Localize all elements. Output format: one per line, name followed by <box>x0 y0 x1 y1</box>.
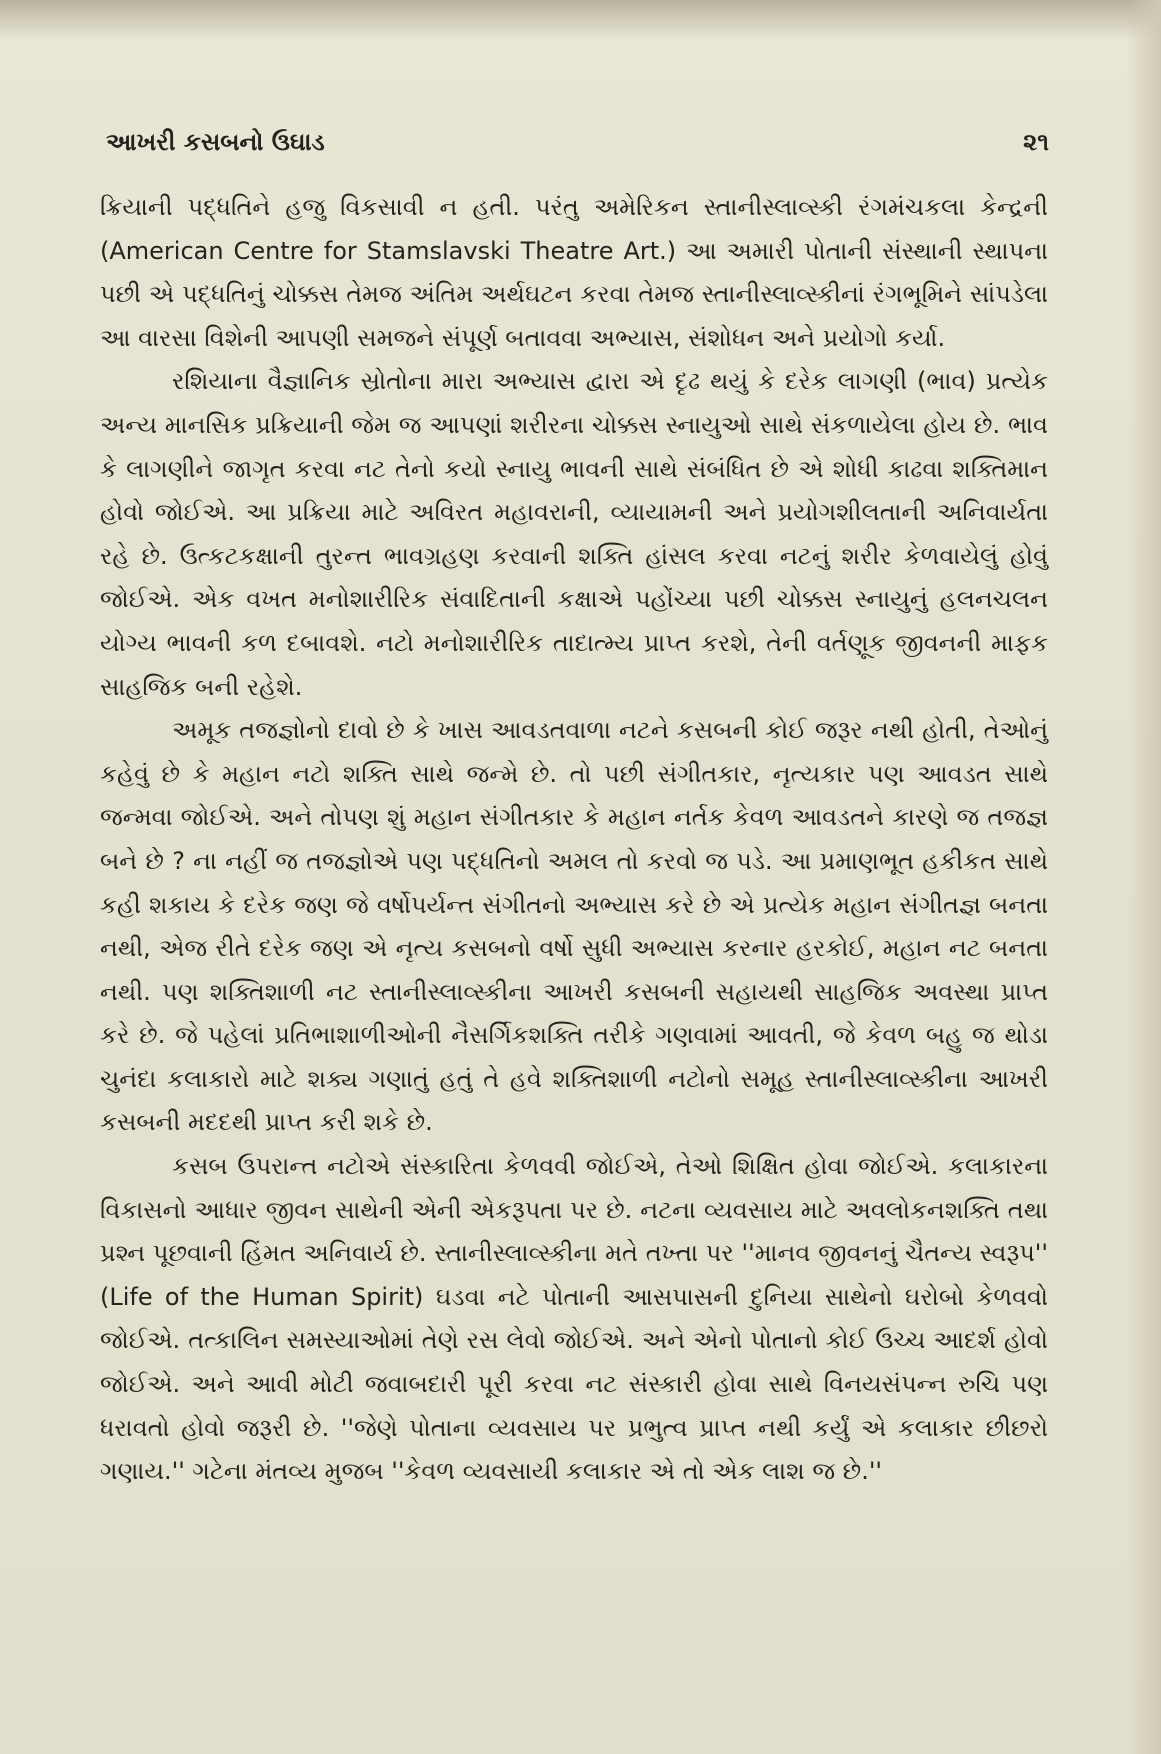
body-text <box>100 186 1048 1494</box>
running-head <box>106 128 1049 156</box>
paragraph-experts-claim: અમૂક તજજ્ઞોનો દાવો છે કે ખાસ આવડતવાળા નટને કસબની કોઈ જરૂર નથી હોતી, તેઓનું કહેવું છે કે મહાન નટો શક્તિ સાથે જન્મે છે. તો પછી સંગીતકાર, નૃત્યકાર પણ આવડત સાથે જન્મવા જોઈએ. અને તોપણ શું મહાન સંગીતકાર કે મહાન નર્તક કેવળ આવડતને કારણે જ તજજ્ઞ બને છે ? ના નહીં જ તજજ્ઞોએ પણ પદ્ધતિનો અમલ તો કરવો જ પડે. આ પ્રમાણભૂત હકીકત સાથે કહી શકાય કે દરેક જણ જે વર્ષોપર્યન્ત સંગીતનો અભ્યાસ કરે છે એ પ્રત્યેક મહાન સંગીતજ્ઞ બનતા નથી, એજ રીતે દરેક જણ એ નૃત્ય કસબનો વર્ષો સુધી અભ્યાસ કરનાર હરકોઈ, મહાન નટ બનતા નથી. પણ શક્તિશાળી નટ સ્તાનીસ્લાવ્સ્કીના આખરી કસબની સહાયથી સાહજિક અવસ્થા પ્રાપ્ત કરે છે. જે પહેલાં પ્રતિભાશાળીઓની નૈસર્ગિકશક્તિ તરીકે ગણવામાં આવતી, જે કેવળ બહુ જ થોડા ચુનંદા કલાકારો માટે શક્ય ગણાતું હતું તે હવે શક્તિશાળી નટોનો સમૂહ સ્તાનીસ્લાવ્સ્કીના આખરી કસબની મદદથી પ્રાપ્ત કરી શકે છે. <box>100 716 1048 1137</box>
paragraph-culture: કસબ ઉપરાન્ત નટોએ સંસ્કારિતા કેળવવી જોઈએ, તેઓ શિક્ષિત હોવા જોઈએ. કલાકારના વિકાસનો આધાર જીવન સાથેની એની એકરૂપતા પર છે. નટના વ્યવસાય માટે અવલોકનશક્તિ તથા પ્રશ્ન પૂછવાની હિંમત અનિવાર્ય છે. સ્તાનીસ્લાવ્સ્કીના મતે તખ્તા પર ''માનવ જીવનનું ચૈતન્ય સ્વરૂપ'' (Life of the Human Spirit) ઘડવા નટે પોતાની આસપાસની દુનિયા સાથેનો ઘરોબો કેળવવો જોઈએ. તત્કાલિન સમસ્યાઓમાં તેણે રસ લેવો જોઈએ. અને એનો પોતાનો કોઈ ઉચ્ચ આદર્શ હોવો જોઈએ. અને આવી મોટી જવાબદારી પૂરી કરવા નટ સંસ્કારી હોવા સાથે વિનયસંપન્ન રુચિ પણ ધરાવતો હોવો જરૂરી છે. ''જેણે પોતાના વ્યવસાય પર પ્રભુત્વ પ્રાપ્ત નથી કર્યું એ કલાકાર છીછરો ગણાય.'' ગટેના મંતવ્ય મુજબ ''કેવળ વ્યવસાયી કલાકાર એ તો એક લાશ જ છે.'' <box>100 1152 1048 1486</box>
paragraph-russian-sources: રશિયાના વૈજ્ઞાનિક સ્રોતોના મારા અભ્યાસ દ્વારા એ દૃઢ થયું કે દરેક લાગણી (ભાવ) પ્રત્યેક અન્ય માનસિક પ્રક્રિયાની જેમ જ આપણાં શરીરના ચોક્કસ સ્નાયુઓ સાથે સંકળાયેલા હોય છે. ભાવ કે લાગણીને જાગૃત કરવા નટ તેનો કયો સ્નાયુ ભાવની સાથે સંબંધિત છે એ શોધી કાઢવા શક્તિમાન હોવો જોઈએ. આ પ્રક્રિયા માટે અવિરત મહાવરાની, વ્યાયામની અને પ્રયોગશીલતાની અનિવાર્યતા રહે છે. ઉત્કટકક્ષાની તુરન્ત ભાવગ્રહણ કરવાની શક્તિ હાંસલ કરવા નટનું શરીર કેળવાયેલું હોવું જોઈએ. એક વખત મનોશારીરિક સંવાદિતાની કક્ષાએ પહોંચ્યા પછી ચોક્કસ સ્નાયુનું હલનચલન યોગ્ય ભાવની કળ દબાવશે. નટો મનોશારીરિક તાદાત્મ્ય પ્રાપ્ત કરશે, તેની વર્તણૂક જીવનની માફક સાહજિક બની રહેશે. <box>100 367 1048 701</box>
paragraph-continuation: ક્રિયાની પદ્ધતિને હજુ વિકસાવી ન હતી. પરંતુ અમેરિકન સ્તાનીસ્લાવ્સ્કી રંગમંચકલા કેન્દ્રની (American Centre for Stamslavski Theatre Art.) આ અમારી પોતાની સંસ્થાની સ્થાપના પછી એ પદ્ધતિનું ચોક્કસ તેમજ અંતિમ અર્થઘટન કરવા તેમજ સ્તાનીસ્લાવ્સ્કીનાં રંગભૂમિને સાંપડેલા આ વારસા વિશેની આપણી સમજને સંપૂર્ણ બતાવવા અભ્યાસ, સંશોધન અને પ્રયોગો કર્યા. <box>100 193 1048 352</box>
page-number: ૨૧ <box>1023 128 1049 156</box>
chapter-title: આખરી કસબનો ઉઘાડ <box>106 128 325 156</box>
